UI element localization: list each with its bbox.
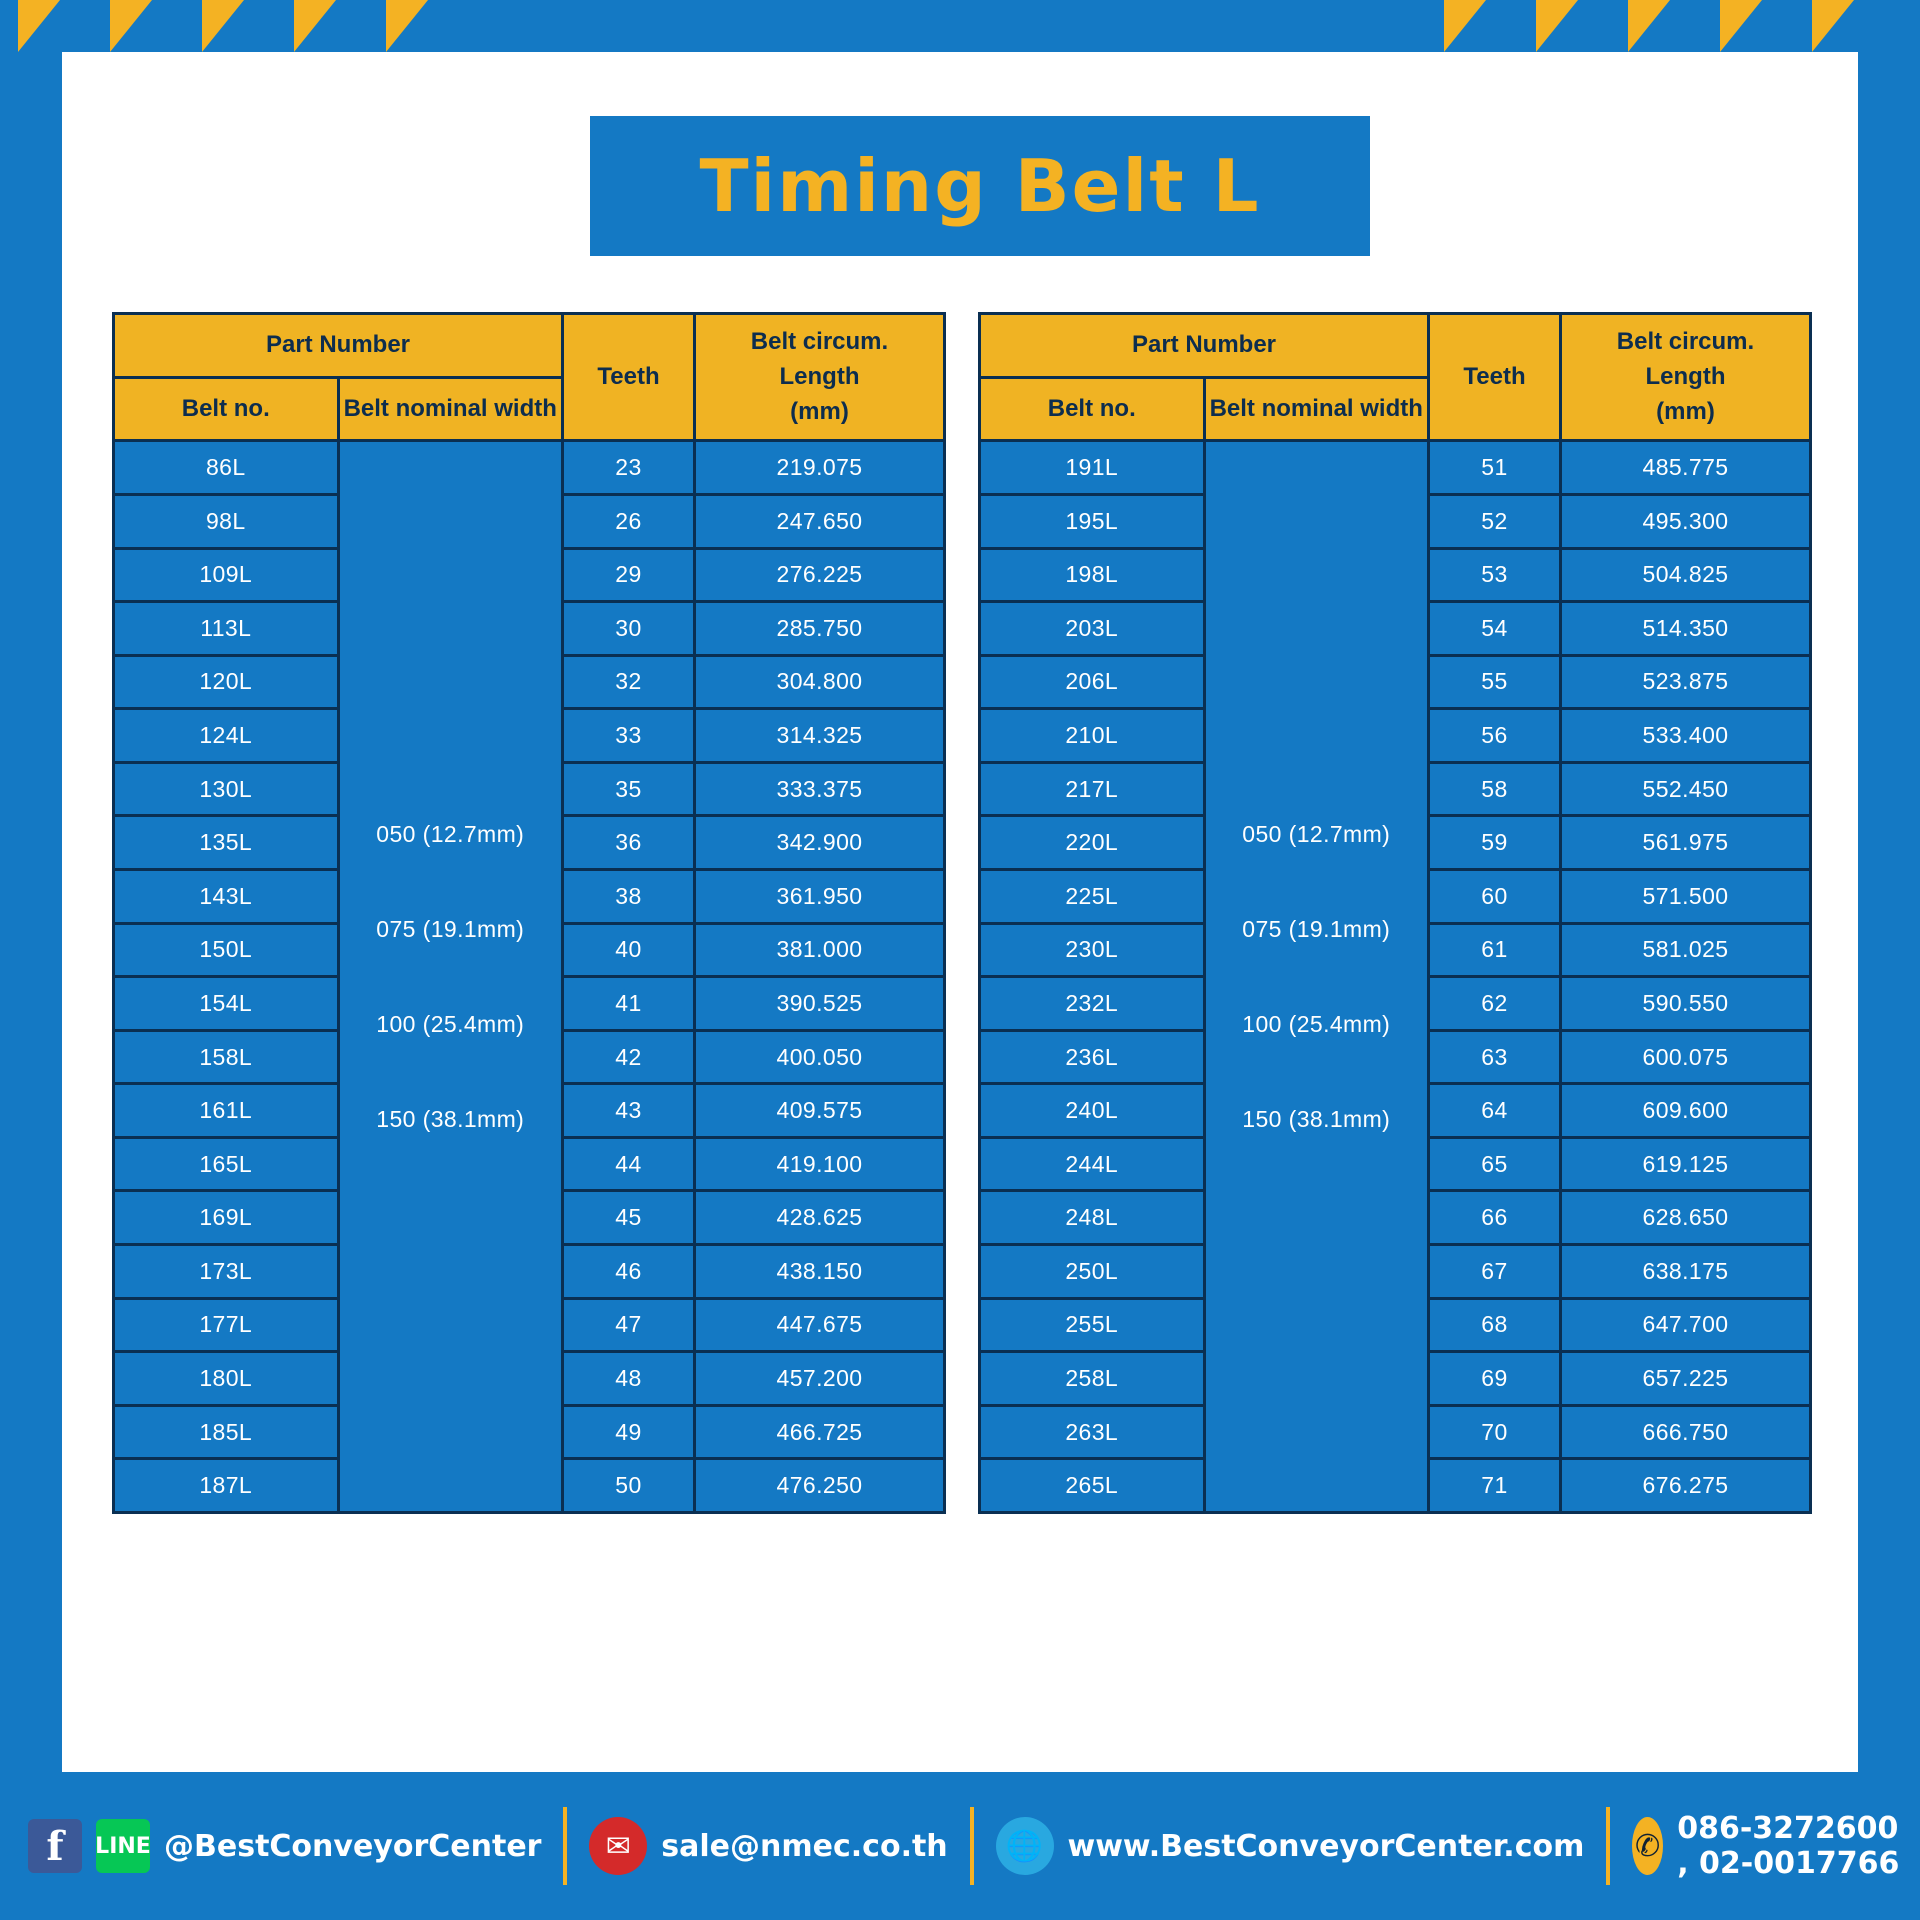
cell-teeth: 68 [1429, 1298, 1561, 1352]
cell-belt-no: 86L [114, 441, 339, 495]
cell-length: 561.975 [1561, 816, 1811, 870]
cell-belt-no: 220L [980, 816, 1205, 870]
tables-wrapper [112, 312, 1812, 1502]
cell-length: 381.000 [695, 923, 945, 977]
chevron-decor-icon [386, 0, 428, 52]
cell-teeth: 41 [563, 977, 695, 1031]
header-belt-circum-line1: Belt circum. [1616, 328, 1755, 355]
cell-teeth: 43 [563, 1084, 695, 1138]
cell-belt-no: 240L [980, 1084, 1205, 1138]
cell-length: 600.075 [1561, 1030, 1811, 1084]
cell-belt-no: 124L [114, 709, 339, 763]
cell-teeth: 59 [1429, 816, 1561, 870]
page-title: Timing Belt L [699, 144, 1261, 228]
cell-teeth: 69 [1429, 1352, 1561, 1406]
email-icon[interactable]: ✉ [589, 1817, 647, 1875]
cell-length: 400.050 [695, 1030, 945, 1084]
page-title-bar [590, 116, 1370, 256]
table-body-right [980, 441, 1811, 1513]
cell-length: 361.950 [695, 870, 945, 924]
cell-length: 571.500 [1561, 870, 1811, 924]
cell-belt-no: 169L [114, 1191, 339, 1245]
cell-teeth: 46 [563, 1245, 695, 1299]
cell-teeth: 26 [563, 494, 695, 548]
cell-length: 638.175 [1561, 1245, 1811, 1299]
cell-teeth: 42 [563, 1030, 695, 1084]
cell-teeth: 56 [1429, 709, 1561, 763]
cell-length: 504.825 [1561, 548, 1811, 602]
cell-length: 495.300 [1561, 494, 1811, 548]
website-text: www.BestConveyorCenter.com [1067, 1828, 1585, 1864]
cell-length: 619.125 [1561, 1137, 1811, 1191]
footer-bar [0, 1772, 1920, 1920]
cell-belt-no: 98L [114, 494, 339, 548]
cell-teeth: 40 [563, 923, 695, 977]
chevron-decor-icon [202, 0, 244, 52]
cell-length: 590.550 [1561, 977, 1811, 1031]
cell-length: 581.025 [1561, 923, 1811, 977]
cell-length: 552.450 [1561, 762, 1811, 816]
cell-teeth: 47 [563, 1298, 695, 1352]
cell-belt-no: 250L [980, 1245, 1205, 1299]
cell-belt-no: 203L [980, 602, 1205, 656]
cell-teeth: 52 [1429, 494, 1561, 548]
header-belt-nominal-width: Belt nominal width [1204, 377, 1429, 441]
cell-teeth: 44 [563, 1137, 695, 1191]
header-belt-circum [695, 314, 945, 441]
cell-belt-no: 248L [980, 1191, 1205, 1245]
width-option: 100 (25.4mm) [376, 1010, 525, 1037]
footer-website [996, 1817, 1585, 1875]
width-option: 050 (12.7mm) [376, 820, 525, 847]
header-row-top [980, 314, 1811, 378]
cell-belt-no: 150L [114, 923, 339, 977]
cell-length: 438.150 [695, 1245, 945, 1299]
belt-table-left [112, 312, 946, 1514]
header-belt-nominal-width: Belt nominal width [338, 377, 563, 441]
cell-length: 647.700 [1561, 1298, 1811, 1352]
cell-teeth: 36 [563, 816, 695, 870]
cell-teeth: 49 [563, 1405, 695, 1459]
cell-teeth: 48 [563, 1352, 695, 1406]
chevron-decor-icon [1812, 0, 1854, 52]
cell-teeth: 58 [1429, 762, 1561, 816]
cell-belt-nominal-width [1204, 441, 1429, 1513]
cell-length: 657.225 [1561, 1352, 1811, 1406]
cell-belt-no: 255L [980, 1298, 1205, 1352]
cell-length: 447.675 [695, 1298, 945, 1352]
cell-belt-no: 165L [114, 1137, 339, 1191]
cell-belt-no: 158L [114, 1030, 339, 1084]
header-belt-no: Belt no. [980, 377, 1205, 441]
cell-length: 390.525 [695, 977, 945, 1031]
belt-table-right [978, 312, 1812, 1514]
chevron-decor-icon [18, 0, 60, 52]
cell-length: 466.725 [695, 1405, 945, 1459]
chevron-decor-icon [1628, 0, 1670, 52]
footer-phone [1632, 1811, 1920, 1881]
cell-belt-no: 198L [980, 548, 1205, 602]
cell-belt-no: 177L [114, 1298, 339, 1352]
cell-length: 333.375 [695, 762, 945, 816]
header-teeth: Teeth [563, 314, 695, 441]
cell-teeth: 67 [1429, 1245, 1561, 1299]
chevron-decor-icon [1720, 0, 1762, 52]
cell-length: 247.650 [695, 494, 945, 548]
cell-belt-no: 109L [114, 548, 339, 602]
table-row [980, 441, 1811, 495]
cell-belt-no: 210L [980, 709, 1205, 763]
table-body-left [114, 441, 945, 1513]
cell-belt-no: 120L [114, 655, 339, 709]
cell-length: 628.650 [1561, 1191, 1811, 1245]
chevron-decor-icon [110, 0, 152, 52]
cell-length: 428.625 [695, 1191, 945, 1245]
header-part-number: Part Number [980, 314, 1429, 378]
cell-teeth: 64 [1429, 1084, 1561, 1138]
cell-belt-no: 180L [114, 1352, 339, 1406]
cell-length: 276.225 [695, 548, 945, 602]
width-option: 050 (12.7mm) [1242, 820, 1391, 847]
width-option: 075 (19.1mm) [1242, 915, 1391, 942]
cell-teeth: 54 [1429, 602, 1561, 656]
cell-length: 457.200 [695, 1352, 945, 1406]
cell-length: 523.875 [1561, 655, 1811, 709]
header-belt-circum-line1: Belt circum. [750, 328, 889, 355]
header-belt-circum-line2: Length [779, 362, 860, 390]
cell-teeth: 23 [563, 441, 695, 495]
cell-length: 514.350 [1561, 602, 1811, 656]
cell-belt-no: 187L [114, 1459, 339, 1513]
width-option: 075 (19.1mm) [376, 915, 525, 942]
cell-belt-no: 161L [114, 1084, 339, 1138]
cell-length: 419.100 [695, 1137, 945, 1191]
cell-belt-no: 258L [980, 1352, 1205, 1406]
cell-teeth: 50 [563, 1459, 695, 1513]
phone-icon[interactable]: ✆ [1632, 1817, 1663, 1875]
facebook-icon[interactable]: f [28, 1819, 82, 1873]
cell-length: 476.250 [695, 1459, 945, 1513]
chevron-decor-icon [1444, 0, 1486, 52]
footer-divider [970, 1807, 974, 1885]
footer-divider [1606, 1807, 1610, 1885]
cell-belt-no: 173L [114, 1245, 339, 1299]
header-belt-circum-unit: (mm) [1656, 397, 1715, 425]
cell-belt-no: 225L [980, 870, 1205, 924]
header-belt-circum [1561, 314, 1811, 441]
header-part-number: Part Number [114, 314, 563, 378]
cell-teeth: 70 [1429, 1405, 1561, 1459]
header-belt-no: Belt no. [114, 377, 339, 441]
header-teeth: Teeth [1429, 314, 1561, 441]
cell-length: 219.075 [695, 441, 945, 495]
cell-teeth: 38 [563, 870, 695, 924]
cell-length: 609.600 [1561, 1084, 1811, 1138]
cell-teeth: 66 [1429, 1191, 1561, 1245]
footer-social [0, 1819, 541, 1873]
cell-belt-no: 113L [114, 602, 339, 656]
header-belt-circum-line2: Length [1645, 362, 1726, 390]
cell-length: 314.325 [695, 709, 945, 763]
cell-teeth: 55 [1429, 655, 1561, 709]
cell-teeth: 60 [1429, 870, 1561, 924]
cell-belt-no: 206L [980, 655, 1205, 709]
cell-teeth: 71 [1429, 1459, 1561, 1513]
cell-length: 285.750 [695, 602, 945, 656]
table-head [980, 314, 1811, 441]
header-row-top [114, 314, 945, 378]
cell-belt-no: 265L [980, 1459, 1205, 1513]
cell-length: 485.775 [1561, 441, 1811, 495]
email-text: sale@nmec.co.th [661, 1828, 948, 1864]
width-option: 150 (38.1mm) [1242, 1105, 1391, 1132]
cell-length: 533.400 [1561, 709, 1811, 763]
cell-belt-no: 185L [114, 1405, 339, 1459]
cell-length: 666.750 [1561, 1405, 1811, 1459]
width-option: 150 (38.1mm) [376, 1105, 525, 1132]
cell-teeth: 33 [563, 709, 695, 763]
cell-teeth: 51 [1429, 441, 1561, 495]
cell-teeth: 61 [1429, 923, 1561, 977]
cell-belt-no: 143L [114, 870, 339, 924]
cell-belt-no: 195L [980, 494, 1205, 548]
header-belt-circum-unit: (mm) [790, 397, 849, 425]
cell-belt-no: 217L [980, 762, 1205, 816]
cell-length: 304.800 [695, 655, 945, 709]
table-row [114, 441, 945, 495]
chevron-decor-icon [1536, 0, 1578, 52]
cell-teeth: 65 [1429, 1137, 1561, 1191]
cell-belt-no: 130L [114, 762, 339, 816]
globe-icon[interactable]: 🌐 [996, 1817, 1054, 1875]
footer-divider [563, 1807, 567, 1885]
cell-belt-no: 191L [980, 441, 1205, 495]
cell-teeth: 45 [563, 1191, 695, 1245]
cell-teeth: 35 [563, 762, 695, 816]
table-head [114, 314, 945, 441]
cell-length: 676.275 [1561, 1459, 1811, 1513]
cell-teeth: 30 [563, 602, 695, 656]
line-icon[interactable]: LINE [96, 1819, 150, 1873]
cell-teeth: 53 [1429, 548, 1561, 602]
cell-teeth: 32 [563, 655, 695, 709]
chevron-decor-icon [294, 0, 336, 52]
cell-teeth: 63 [1429, 1030, 1561, 1084]
cell-belt-no: 135L [114, 816, 339, 870]
cell-belt-no: 154L [114, 977, 339, 1031]
cell-belt-no: 230L [980, 923, 1205, 977]
cell-belt-no: 263L [980, 1405, 1205, 1459]
footer-email [589, 1817, 947, 1875]
cell-teeth: 62 [1429, 977, 1561, 1031]
cell-belt-no: 236L [980, 1030, 1205, 1084]
phone-text: 086-3272600 , 02-0017766 [1677, 1811, 1900, 1881]
width-option: 100 (25.4mm) [1242, 1010, 1391, 1037]
cell-belt-no: 244L [980, 1137, 1205, 1191]
cell-length: 409.575 [695, 1084, 945, 1138]
cell-length: 342.900 [695, 816, 945, 870]
cell-belt-nominal-width [338, 441, 563, 1513]
cell-belt-no: 232L [980, 977, 1205, 1031]
cell-teeth: 29 [563, 548, 695, 602]
social-handle: @BestConveyorCenter [164, 1828, 542, 1864]
